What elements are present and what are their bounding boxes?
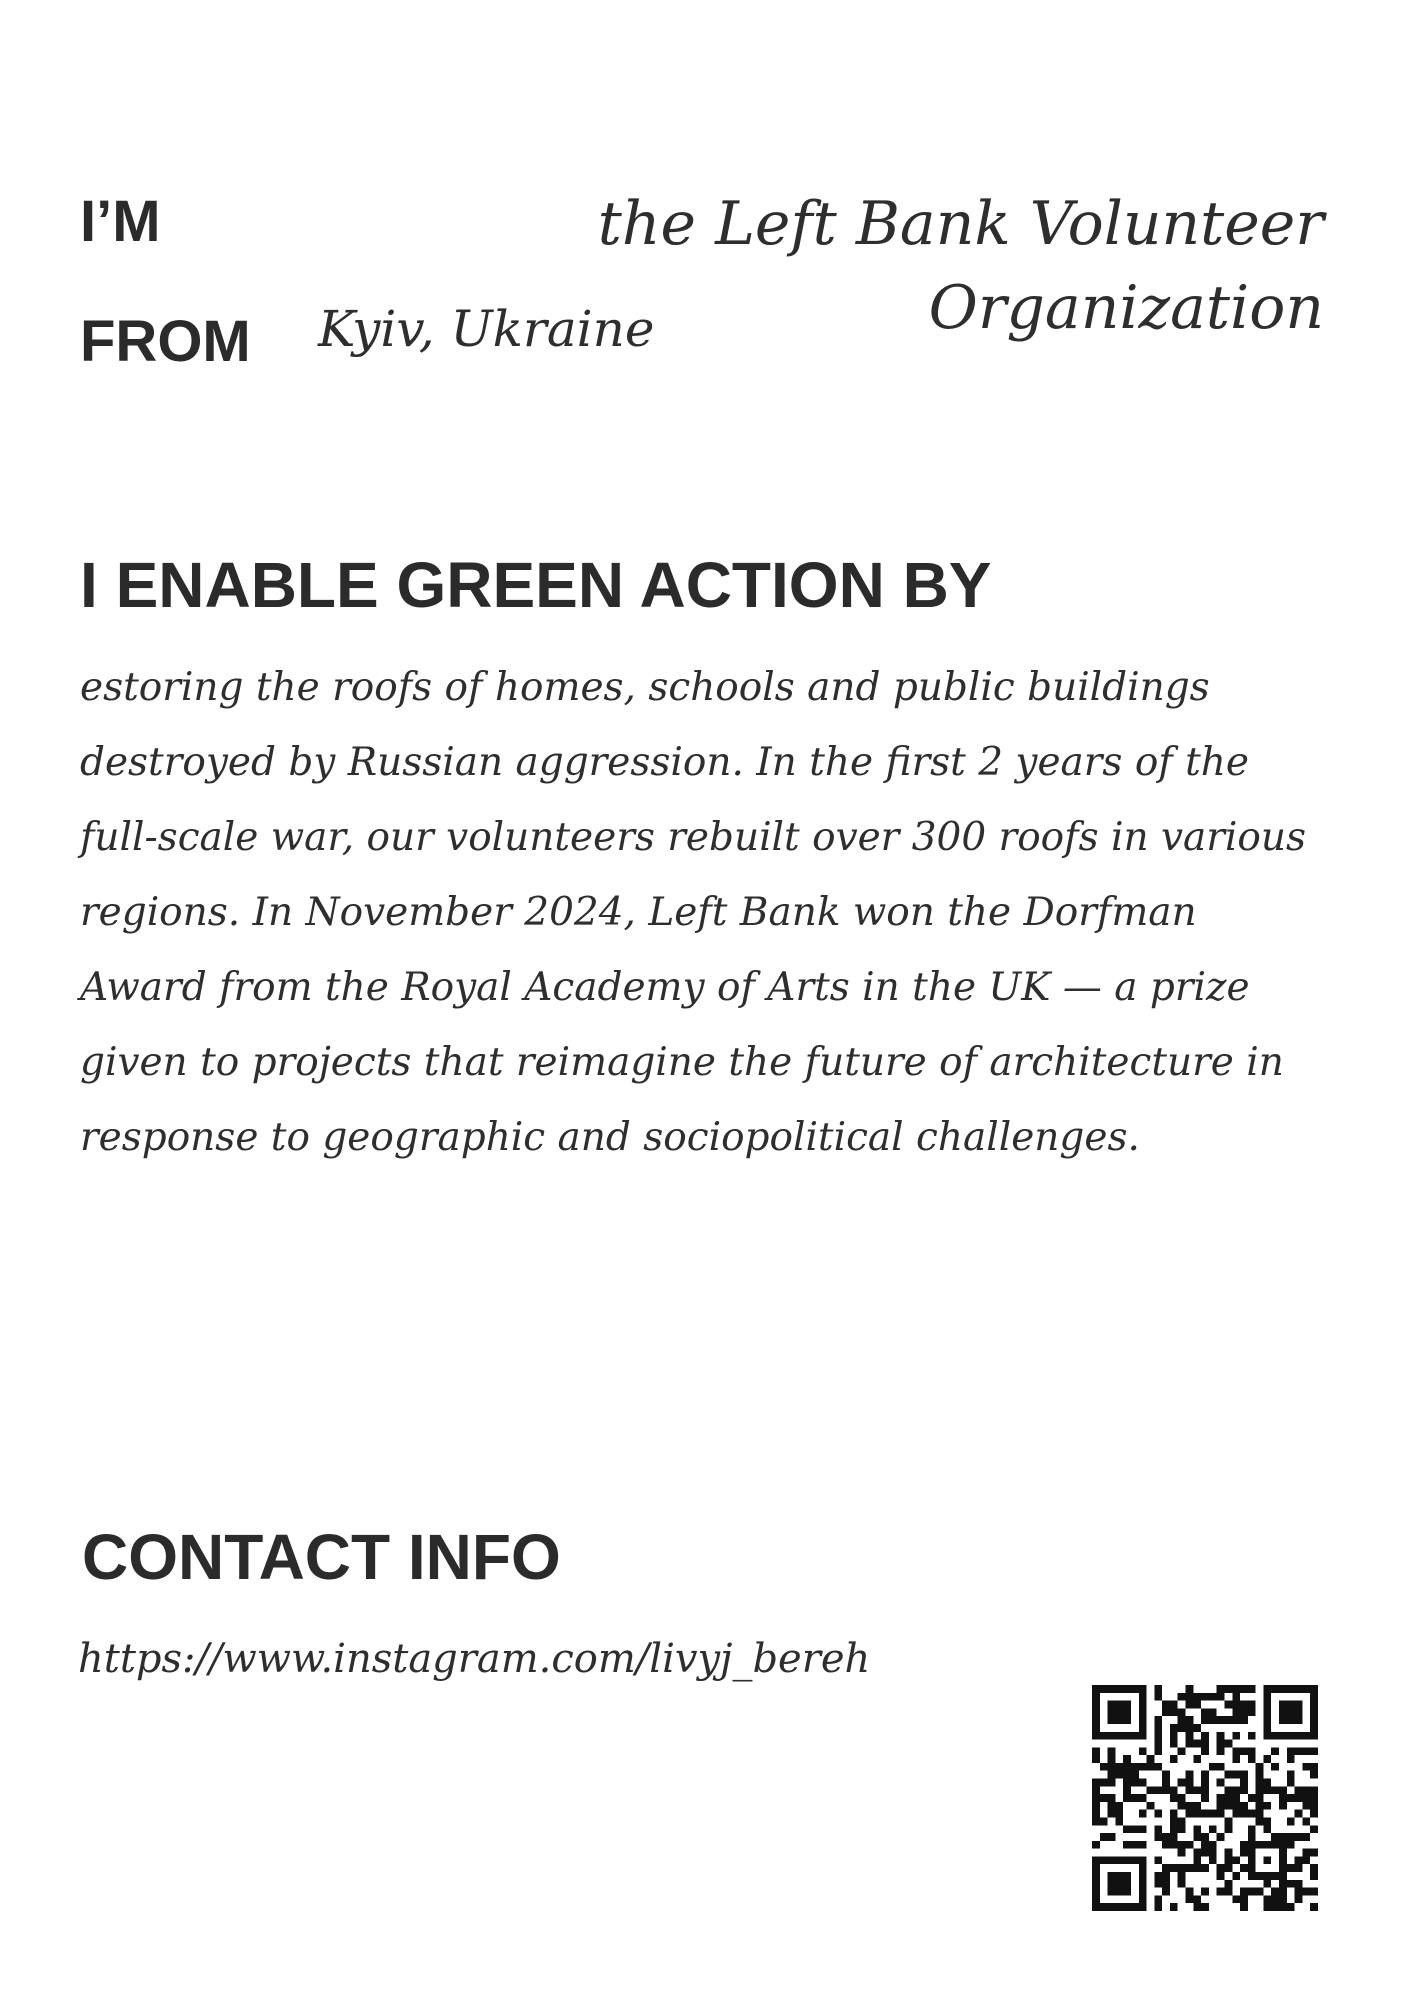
im-label: I’M xyxy=(80,189,161,254)
contact-info-heading: CONTACT INFO xyxy=(82,1521,561,1593)
organization-name: the Left Bank Volunteer Organization xyxy=(597,189,1324,343)
from-label: FROM xyxy=(80,309,251,374)
instagram-link[interactable]: https://www.instagram.com/livyj_bereh xyxy=(78,1636,871,1682)
green-action-heading: I ENABLE GREEN ACTION BY xyxy=(80,549,992,621)
location-value: Kyiv, Ukraine xyxy=(318,300,655,358)
qr-code-icon[interactable] xyxy=(1092,1685,1318,1911)
green-action-description: estoring the roofs of homes, schools and public buildings destroyed by Russian aggression. In the first 2 years of the full-scale war, our volunteers rebuilt over 300 roofs in various regions. In November 2024, Left Bank won the Dorfman Award from the Royal Academy of Arts in the UK — a prize given to projects that reimagine the future of architecture in response to geographic and sociopolitical challenges. xyxy=(80,665,1307,1160)
